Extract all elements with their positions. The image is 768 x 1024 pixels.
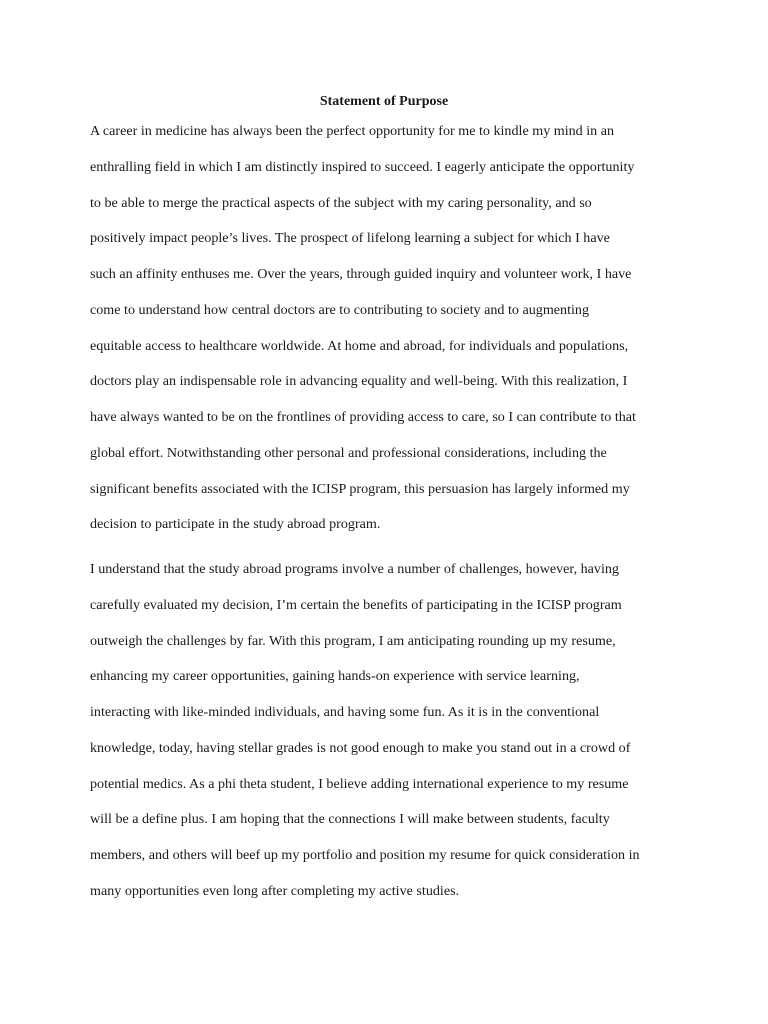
- text-line: potential medics. As a phi theta student, I believe adding international experience to my resume: [90, 775, 629, 792]
- text-line: come to understand how central doctors are to contributing to society and to augmenting: [90, 301, 590, 318]
- paragraph-2: [90, 552, 690, 910]
- text-line: decision to participate in the study abroad program.: [90, 516, 381, 533]
- text-line: will be a define plus. I am hoping that the connections I will make between students, faculty: [90, 811, 610, 828]
- text-line: outweigh the challenges by far. With this program, I am anticipating rounding up my resume,: [90, 632, 616, 649]
- text-line: interacting with like-minded individuals, and having some fun. As it is in the conventional: [90, 704, 600, 720]
- text-line: such an affinity enthuses me. Over the years, through guided inquiry and volunteer work, I have: [90, 266, 632, 282]
- text-line: enhancing my career opportunities, gaining hands-on experience with service learning,: [90, 668, 580, 685]
- text-line: to be able to merge the practical aspects of the subject with my caring personality, and so: [90, 194, 592, 211]
- paragraph-1: [90, 114, 690, 543]
- text-line: equitable access to healthcare worldwide. At home and abroad, for individuals and populations,: [90, 337, 629, 354]
- text-line: have always wanted to be on the frontlines of providing access to care, so I can contribute to that: [90, 409, 636, 425]
- text-line: doctors play an indispensable role in advancing equality and well-being. With this realization, I: [90, 373, 628, 390]
- text-line: I understand that the study abroad programs involve a number of challenges, however, having: [90, 561, 619, 577]
- text-line: enthralling field in which I am distinctly inspired to succeed. I eagerly anticipate the opportunity: [90, 158, 635, 175]
- text-line: positively impact people’s lives. The prospect of lifelong learning a subject for which I have: [90, 230, 610, 247]
- text-line: carefully evaluated my decision, I’m certain the benefits of participating in the ICISP program: [90, 596, 622, 613]
- text-line: significant benefits associated with the ICISP program, this persuasion has largely informed my: [90, 480, 630, 497]
- document-title: Statement of Purpose: [319, 94, 449, 109]
- text-line: members, and others will beef up my portfolio and position my resume for quick consideration in: [90, 847, 640, 863]
- text-line: global effort. Notwithstanding other personal and professional considerations, including the: [90, 444, 607, 461]
- text-line: many opportunities even long after completing my active studies.: [90, 882, 460, 899]
- text-line: A career in medicine has always been the perfect opportunity for me to kindle my mind in an: [90, 123, 615, 139]
- text-line: knowledge, today, having stellar grades is not good enough to make you stand out in a crowd of: [90, 739, 631, 756]
